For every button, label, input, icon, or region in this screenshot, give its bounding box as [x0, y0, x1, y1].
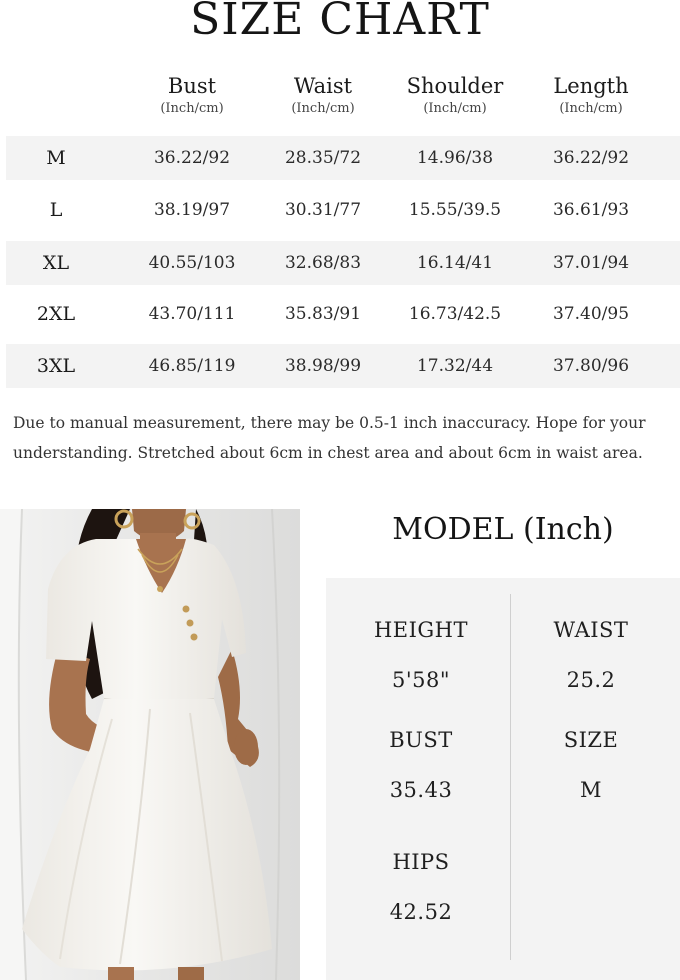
shoulder-value: 17.32/44	[416, 356, 494, 376]
bust-value: 36.22/92	[153, 148, 231, 168]
column-unit: (Inch/cm)	[160, 101, 224, 116]
length-value: 36.61/93	[552, 200, 630, 220]
size-label: 2XL	[36, 303, 76, 325]
size-row-xl	[6, 241, 680, 285]
waist-value: 28.35/72	[284, 148, 362, 168]
column-unit: (Inch/cm)	[423, 101, 487, 116]
model-size-label: SIZE	[563, 728, 619, 752]
size-label: XL	[42, 252, 70, 274]
length-value: 37.40/95	[552, 304, 630, 324]
length-value: 36.22/92	[552, 148, 630, 168]
bust-value: 46.85/119	[148, 356, 236, 376]
column-name: Bust	[167, 74, 217, 98]
column-header-bust	[122, 72, 262, 118]
model-height-label: HEIGHT	[373, 618, 469, 642]
column-name: Shoulder	[406, 74, 504, 98]
model-bust-value: 35.43	[389, 778, 453, 802]
shoulder-value: 15.55/39.5	[408, 200, 502, 220]
model-illustration	[0, 509, 300, 980]
measurement-note: Due to manual measurement, there may be 0.5-1 inch inaccuracy. Hope for your understanding. Stretched about 6cm in chest area and about 6cm in waist area.	[13, 414, 646, 462]
panel-divider	[510, 594, 511, 960]
size-row-3xl	[6, 344, 680, 388]
length-value: 37.80/96	[552, 356, 630, 376]
waist-value: 32.68/83	[284, 253, 362, 273]
model-bust-label: BUST	[389, 728, 453, 752]
column-header-waist	[253, 72, 393, 118]
model-title: MODEL (Inch)	[392, 512, 614, 547]
bust-value: 38.19/97	[153, 200, 231, 220]
column-header-shoulder	[385, 72, 525, 118]
model-waist-label: WAIST	[553, 618, 629, 642]
size-label: 3XL	[36, 355, 76, 377]
shoulder-value: 16.73/42.5	[408, 304, 502, 324]
size-label: M	[46, 147, 66, 169]
model-waist-value: 25.2	[566, 668, 616, 692]
waist-value: 35.83/91	[284, 304, 362, 324]
model-size-value: M	[579, 778, 602, 802]
length-value: 37.01/94	[552, 253, 630, 273]
column-header-length	[521, 72, 661, 118]
column-unit: (Inch/cm)	[291, 101, 355, 116]
model-height-value: 5'58"	[391, 668, 450, 692]
bust-value: 43.70/111	[148, 304, 236, 324]
model-hips-value: 42.52	[389, 900, 453, 924]
column-name: Waist	[293, 74, 353, 98]
size-chart-title: SIZE CHART	[190, 0, 490, 45]
column-unit: (Inch/cm)	[559, 101, 623, 116]
model-measurements-panel	[326, 578, 680, 980]
column-name: Length	[553, 74, 629, 98]
size-row-2xl	[6, 292, 680, 336]
waist-value: 38.98/99	[284, 356, 362, 376]
size-row-l	[6, 188, 680, 232]
model-hips-label: HIPS	[392, 850, 450, 874]
shoulder-value: 16.14/41	[416, 253, 494, 273]
waist-value: 30.31/77	[284, 200, 362, 220]
model-photo	[0, 509, 300, 980]
shoulder-value: 14.96/38	[416, 148, 494, 168]
bust-value: 40.55/103	[148, 253, 236, 273]
size-row-m	[6, 136, 680, 180]
size-label: L	[49, 199, 63, 221]
